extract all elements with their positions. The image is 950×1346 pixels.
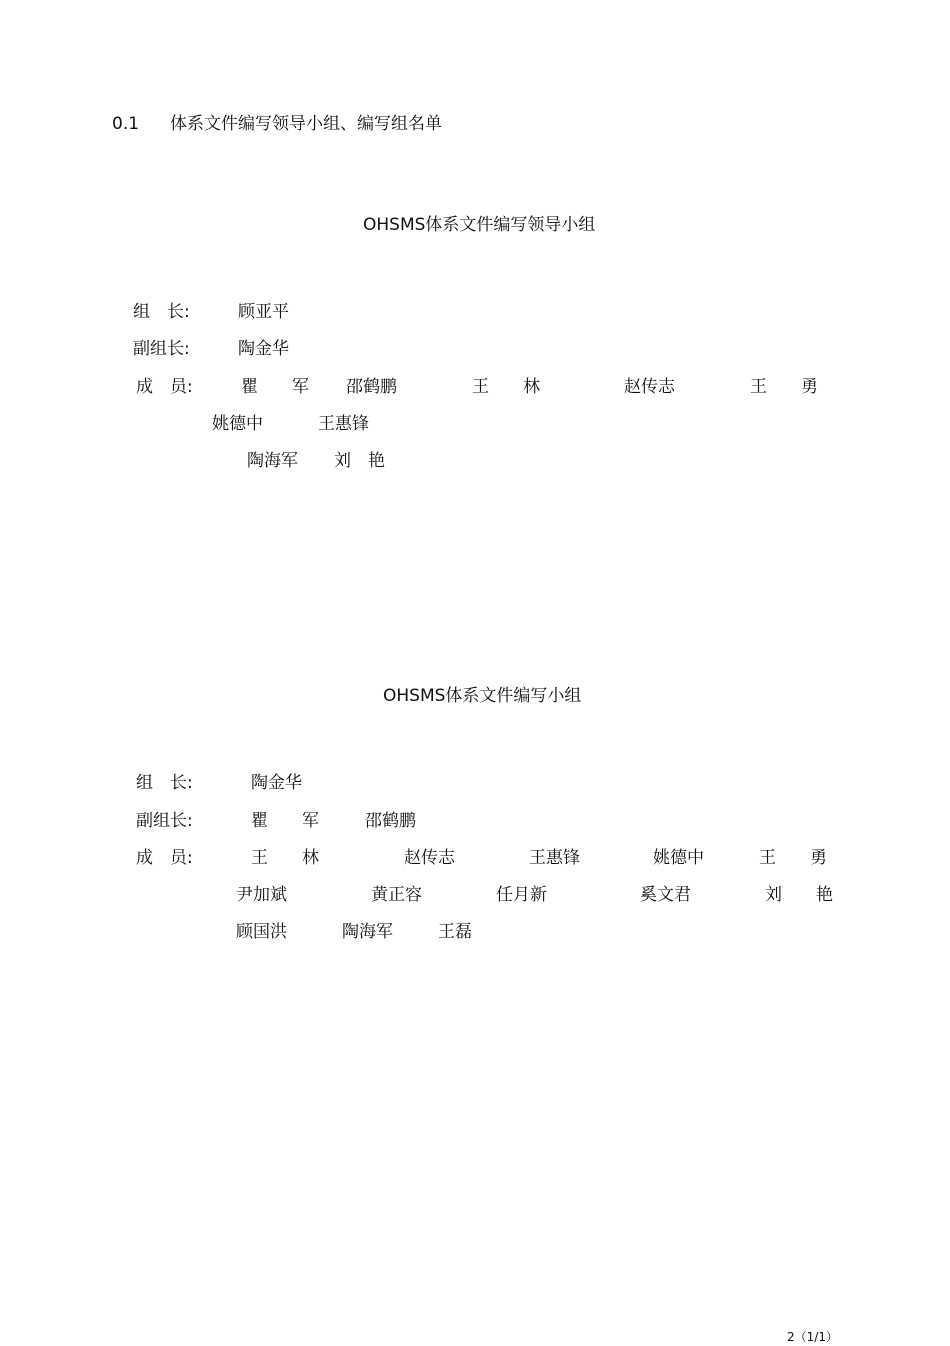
leadership-member: 王 勇 [750, 377, 818, 397]
writing-member: 王 林 [251, 848, 319, 868]
writing-leader-name: 陶金华 [251, 773, 302, 793]
writing-member: 王磊 [438, 922, 472, 942]
writing-member: 王惠锋 [529, 848, 580, 868]
writing-member: 任月新 [496, 885, 547, 905]
leadership-member: 王 林 [472, 377, 540, 397]
writing-member: 赵传志 [404, 848, 455, 868]
leadership-member: 邵鹤鹏 [346, 377, 397, 397]
section-title: 体系文件编写领导小组、编写组名单 [170, 114, 442, 134]
writing-group-title: OHSMS体系文件编写小组 [383, 686, 582, 706]
leadership-leader-name: 顾亚平 [238, 302, 289, 322]
writing-deputy-label: 副组长: [136, 811, 193, 831]
writing-members-label: 成 员: [136, 848, 193, 868]
writing-deputy-name: 邵鹤鹏 [365, 811, 416, 831]
page-number: 2（1/1） [787, 1330, 838, 1344]
writing-deputy-name: 瞿 军 [251, 811, 319, 831]
leadership-deputy-name: 陶金华 [238, 339, 289, 359]
leadership-member: 瞿 军 [241, 377, 309, 397]
leadership-member: 赵传志 [624, 377, 675, 397]
writing-leader-label: 组 长: [136, 773, 193, 793]
writing-member: 黄正容 [371, 885, 422, 905]
leadership-member: 刘 艳 [334, 451, 385, 471]
writing-member: 姚德中 [653, 848, 704, 868]
writing-member: 刘 艳 [765, 885, 833, 905]
writing-member: 顾国洪 [236, 922, 287, 942]
section-number: 0.1 [112, 114, 140, 134]
leadership-deputy-label: 副组长: [133, 339, 190, 359]
leadership-member: 姚德中 [212, 414, 263, 434]
leadership-member: 王惠锋 [318, 414, 369, 434]
leadership-group-title: OHSMS体系文件编写领导小组 [363, 215, 596, 235]
writing-member: 王 勇 [759, 848, 827, 868]
writing-member: 奚文君 [640, 885, 691, 905]
writing-member: 尹加斌 [236, 885, 287, 905]
writing-member: 陶海军 [342, 922, 393, 942]
leadership-member: 陶海军 [247, 451, 298, 471]
leadership-leader-label: 组 长: [133, 302, 190, 322]
leadership-members-label: 成 员: [136, 377, 193, 397]
